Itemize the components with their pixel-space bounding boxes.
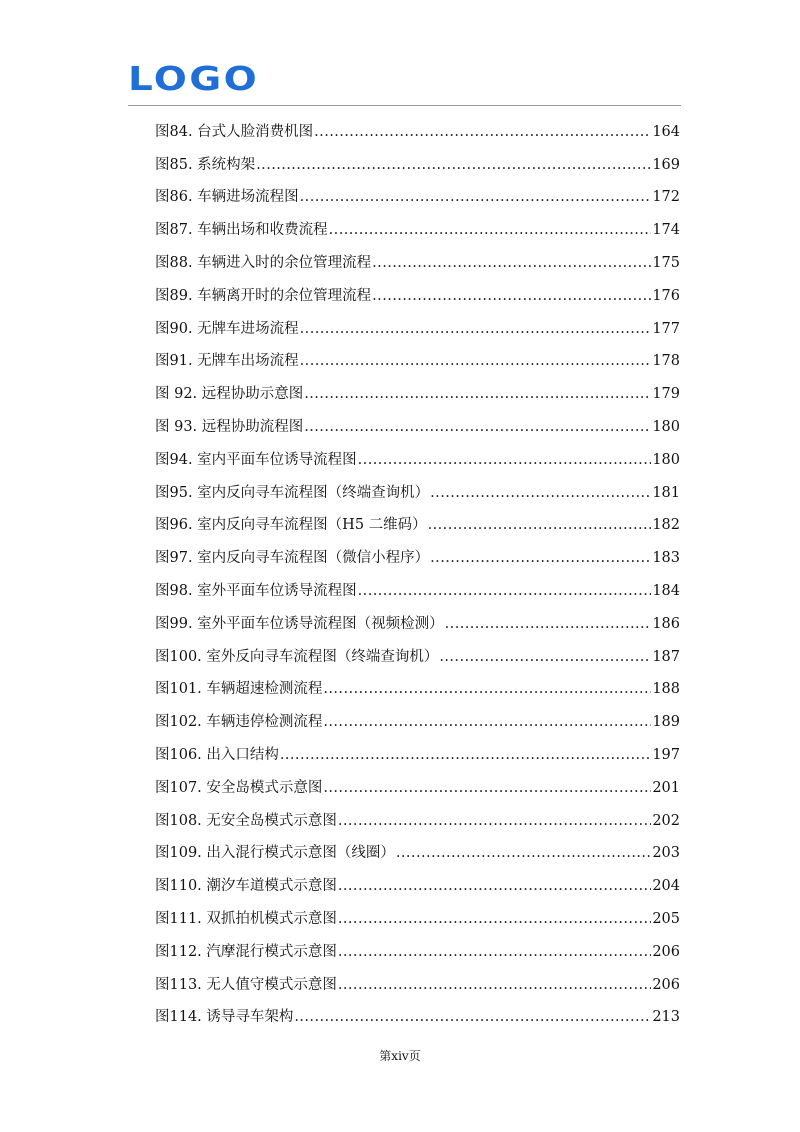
toc-entry-page: 180 <box>652 418 680 435</box>
toc-entry-page: 204 <box>652 878 680 895</box>
toc-entry-page: 176 <box>652 287 680 304</box>
toc-entry-page: 205 <box>652 910 680 927</box>
toc-entry-page: 183 <box>652 550 680 567</box>
toc-entry[interactable] <box>155 668 680 701</box>
toc-entry-page: 172 <box>652 189 680 206</box>
dot-leader <box>338 908 651 930</box>
dot-leader <box>323 711 651 733</box>
toc-entry-label: 图113. 无人值守模式示意图 <box>155 976 337 993</box>
toc-entry-page: 174 <box>652 222 680 239</box>
toc-entry-page: 213 <box>652 1009 680 1026</box>
toc-entry-label: 图 93. 远程协助流程图 <box>155 418 304 435</box>
toc-entry-page: 201 <box>652 779 680 796</box>
dot-leader <box>329 219 652 241</box>
toc-entry-label: 图86. 车辆进场流程图 <box>155 189 299 206</box>
toc-entry-page: 202 <box>652 812 680 829</box>
toc-entry[interactable] <box>155 963 680 996</box>
toc-entry[interactable] <box>155 438 680 471</box>
toc-entry-label: 图102. 车辆违停检测流程 <box>155 714 323 731</box>
toc-entry-label: 图106. 出入口结构 <box>155 746 279 763</box>
toc-entry[interactable] <box>155 832 680 865</box>
toc-entry[interactable] <box>155 504 680 537</box>
toc-entry-label: 图90. 无牌车进场流程 <box>155 320 299 337</box>
toc-entry-label: 图88. 车辆进入时的余位管理流程 <box>155 254 372 271</box>
toc-entry-label: 图108. 无安全岛模式示意图 <box>155 812 337 829</box>
header-divider <box>128 105 681 106</box>
dot-leader <box>428 514 652 536</box>
toc-entry-label: 图101. 车辆超速检测流程 <box>155 681 323 698</box>
toc-entry[interactable] <box>155 110 680 143</box>
toc-entry-page: 197 <box>652 746 680 763</box>
toc-entry[interactable] <box>155 340 680 373</box>
dot-leader <box>358 580 652 602</box>
toc-entry[interactable] <box>155 602 680 635</box>
toc-entry-label: 图84. 台式人脸消费机图 <box>155 123 314 140</box>
toc-entry[interactable] <box>155 405 680 438</box>
toc-entry-label: 图99. 室外平面车位诱导流程图（视频检测） <box>155 615 444 632</box>
toc-entry-label: 图 92. 远程协助示意图 <box>155 386 304 403</box>
toc-entry-label: 图111. 双抓拍机模式示意图 <box>155 910 337 927</box>
toc-entry[interactable] <box>155 274 680 307</box>
toc-entry-label: 图112. 汽摩混行模式示意图 <box>155 943 337 960</box>
page-number: 第xiv页 <box>379 1049 421 1063</box>
toc-entry-page: 186 <box>652 615 680 632</box>
toc-entry[interactable] <box>155 799 680 832</box>
toc-entry-label: 图109. 出入混行模式示意图（线圈） <box>155 845 395 862</box>
toc-entry-label: 图87. 车辆出场和收费流程 <box>155 222 328 239</box>
toc-entry-label: 图89. 车辆离开时的余位管理流程 <box>155 287 372 304</box>
dot-leader <box>439 646 651 668</box>
dot-leader <box>372 285 651 307</box>
dot-leader <box>338 974 651 996</box>
toc-entry-page: 184 <box>652 582 680 599</box>
toc-entry-page: 187 <box>652 648 680 665</box>
dot-leader <box>300 318 652 340</box>
dot-leader <box>338 941 651 963</box>
dot-leader <box>314 121 651 143</box>
dot-leader <box>396 842 651 864</box>
dot-leader <box>358 449 652 471</box>
toc-entry-label: 图107. 安全岛模式示意图 <box>155 779 323 796</box>
toc-entry-label: 图95. 室内反向寻车流程图（终端查询机） <box>155 484 430 501</box>
toc-entry[interactable] <box>155 766 680 799</box>
dot-leader <box>338 875 651 897</box>
toc-entry[interactable] <box>155 569 680 602</box>
dot-leader <box>294 1006 651 1028</box>
toc-entry[interactable] <box>155 930 680 963</box>
toc-entry-label: 图94. 室内平面车位诱导流程图 <box>155 451 357 468</box>
toc-entry[interactable] <box>155 864 680 897</box>
toc-entry-page: 177 <box>652 320 680 337</box>
toc-entry[interactable] <box>155 176 680 209</box>
toc-entry-page: 164 <box>652 123 680 140</box>
toc-entry-page: 181 <box>652 484 680 501</box>
toc-entry-page: 188 <box>652 681 680 698</box>
toc-entry-label: 图85. 系统构架 <box>155 156 256 173</box>
toc-entry-page: 180 <box>652 451 680 468</box>
toc-entry-page: 182 <box>652 517 680 534</box>
toc-entry-page: 203 <box>652 845 680 862</box>
toc-entry-label: 图110. 潮汐车道模式示意图 <box>155 878 337 895</box>
dot-leader <box>256 154 651 176</box>
dot-leader <box>323 777 651 799</box>
toc-entry-label: 图96. 室内反向寻车流程图（H5 二维码） <box>155 517 427 534</box>
toc-entry[interactable] <box>155 897 680 930</box>
toc-entry[interactable] <box>155 143 680 176</box>
dot-leader <box>323 678 651 700</box>
dot-leader <box>280 744 651 766</box>
toc-entry[interactable] <box>155 307 680 340</box>
dot-leader <box>304 416 651 438</box>
dot-leader <box>372 252 651 274</box>
toc-entry[interactable] <box>155 471 680 504</box>
toc-entry-page: 206 <box>652 976 680 993</box>
toc-entry[interactable] <box>155 241 680 274</box>
toc-entry-page: 175 <box>652 254 680 271</box>
toc-entry-label: 图100. 室外反向寻车流程图（终端查询机） <box>155 648 439 665</box>
toc-entry[interactable] <box>155 700 680 733</box>
toc-entry-page: 169 <box>652 156 680 173</box>
toc-entry-label: 图91. 无牌车出场流程 <box>155 353 299 370</box>
toc-entry-page: 178 <box>652 353 680 370</box>
dot-leader <box>430 547 651 569</box>
toc-entry[interactable] <box>155 635 680 668</box>
toc-entry-label: 图98. 室外平面车位诱导流程图 <box>155 582 357 599</box>
toc-entry[interactable] <box>155 996 680 1029</box>
dot-leader <box>338 810 651 832</box>
toc-entry[interactable] <box>155 536 680 569</box>
logo: LOGO <box>128 59 260 98</box>
toc-entry-page: 206 <box>652 943 680 960</box>
toc-entry-label: 图97. 室内反向寻车流程图（微信小程序） <box>155 550 430 567</box>
dot-leader <box>304 383 651 405</box>
toc-entry-label: 图114. 诱导寻车架构 <box>155 1009 294 1026</box>
toc-entry[interactable] <box>155 208 680 241</box>
dot-leader <box>300 350 652 372</box>
toc-entry-page: 189 <box>652 714 680 731</box>
dot-leader <box>430 482 651 504</box>
toc-entry[interactable] <box>155 733 680 766</box>
table-of-figures <box>155 110 680 1028</box>
dot-leader <box>300 186 652 208</box>
dot-leader <box>445 613 652 635</box>
toc-entry-page: 179 <box>652 386 680 403</box>
toc-entry[interactable] <box>155 372 680 405</box>
